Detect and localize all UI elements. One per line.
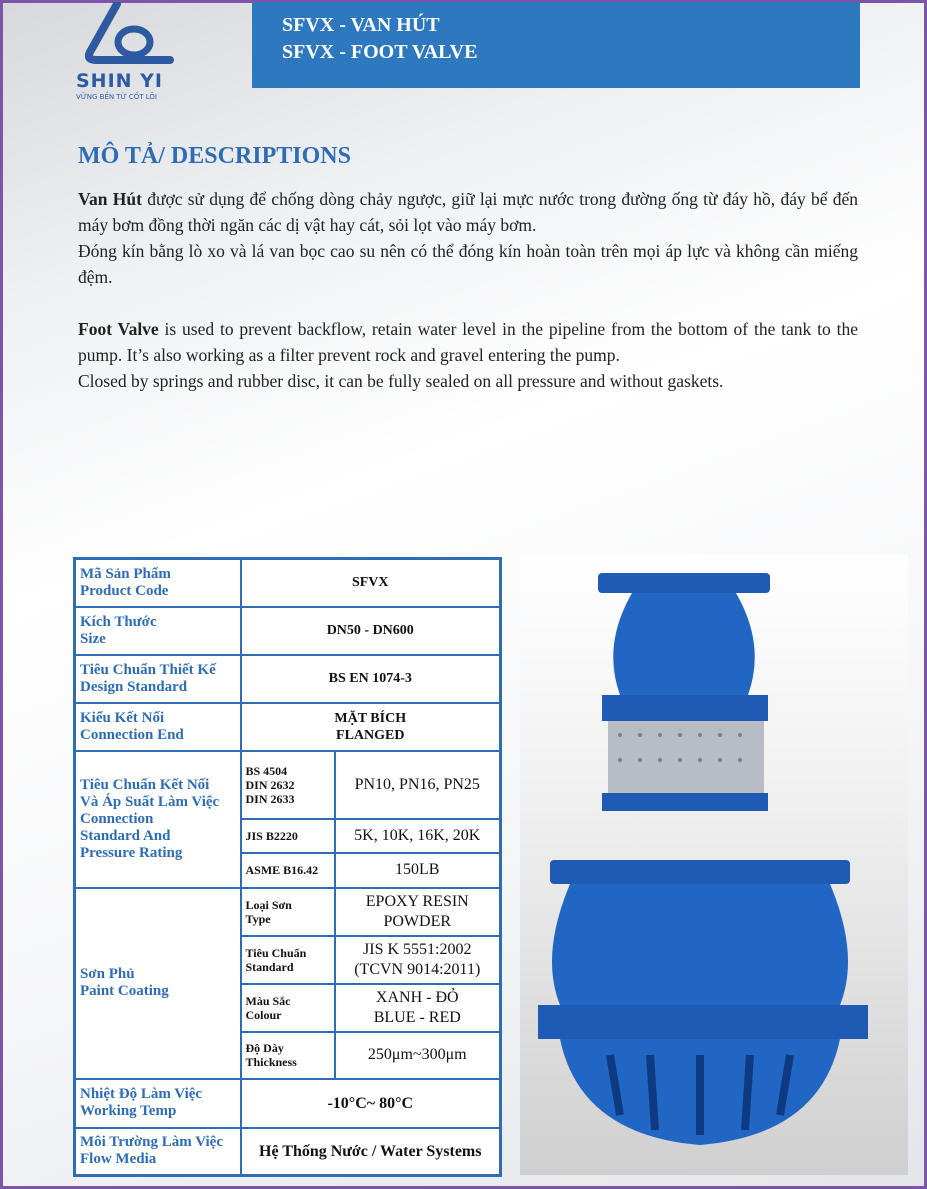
media-value: Hệ Thống Nước / Water Systems xyxy=(241,1128,501,1176)
temp-value: -10°C~ 80°C xyxy=(241,1079,501,1128)
pressure-val: 5K, 10K, 16K, 20K xyxy=(335,819,501,853)
pressure-std: BS 4504 DIN 2632 DIN 2633 xyxy=(241,751,335,819)
pressure-std: ASME B16.42 xyxy=(241,853,335,888)
shinyi-logo xyxy=(72,2,182,102)
desc-en-text: is used to prevent backflow, retain water level in the pipeline from the bottom of the tank to the pump. It’s also working as a filter prevent rock and gravel entering the pump. xyxy=(78,319,858,365)
paint-val: EPOXY RESIN POWDER xyxy=(335,888,501,936)
spec-table xyxy=(73,557,502,1177)
logo-mark-icon xyxy=(72,2,182,72)
paint-key: Loại Sơn Type xyxy=(241,888,335,936)
temp-label: Nhiệt Độ Làm Việc Working Temp xyxy=(75,1079,241,1128)
pressure-val: PN10, PN16, PN25 xyxy=(335,751,501,819)
desc-vi-bold: Van Hút xyxy=(78,189,142,209)
size-label: Kích Thước Size xyxy=(75,607,241,655)
logo-brand: SHIN YI xyxy=(76,70,163,92)
header-title-en: SFVX - FOOT VALVE xyxy=(282,41,478,63)
paint-label: Sơn Phủ Paint Coating xyxy=(75,888,241,1079)
conn-value: MẶT BÍCH FLANGED xyxy=(241,703,501,751)
paint-val: 250μm~300μm xyxy=(335,1032,501,1079)
description xyxy=(78,186,858,394)
desc-en-2: Closed by springs and rubber disc, it can be fully sealed on all pressure and without gaskets. xyxy=(78,371,724,391)
product-photo xyxy=(520,555,908,1175)
header-title-vi: SFVX - VAN HÚT xyxy=(282,14,440,36)
size-value: DN50 - DN600 xyxy=(241,607,501,655)
media-label: Môi Trường Làm Việc Flow Media xyxy=(75,1128,241,1176)
logo-tagline: VỮNG BỀN TỪ CỐT LÕI xyxy=(76,93,157,101)
conn-label: Kiểu Kết Nối Connection End xyxy=(75,703,241,751)
paint-val: XANH - ĐỎ BLUE - RED xyxy=(335,984,501,1032)
pressure-std: JIS B2220 xyxy=(241,819,335,853)
desc-en-1 xyxy=(78,316,858,368)
design-value: BS EN 1074-3 xyxy=(241,655,501,703)
paint-key: Màu Sắc Colour xyxy=(241,984,335,1032)
code-label: Mã Sản Phẩm Product Code xyxy=(75,559,241,607)
design-label: Tiêu Chuẩn Thiết Kế Design Standard xyxy=(75,655,241,703)
paint-key: Tiêu Chuẩn Standard xyxy=(241,936,335,984)
pressure-label: Tiêu Chuẩn Kết Nối Và Áp Suất Làm Việc Connection Standard And Pressure Rating xyxy=(75,751,241,888)
desc-vi-2: Đóng kín bằng lò xo và lá van bọc cao su nên có thể đóng kín hoàn toàn trên mọi áp lực và không cần miếng đệm. xyxy=(78,241,858,287)
desc-en-bold: Foot Valve xyxy=(78,319,159,339)
paint-key: Độ Dày Thickness xyxy=(241,1032,335,1079)
paint-val: JIS K 5551:2002 (TCVN 9014:2011) xyxy=(335,936,501,984)
header-banner xyxy=(252,2,860,88)
desc-vi-text: được sử dụng để chống dòng chảy ngược, giữ lại mực nước trong đường ống từ đáy hồ, đáy bể đến máy bơm đồng thời ngăn các dị vật hay cát, sỏi lọt vào máy bơm. xyxy=(78,189,859,235)
code-value: SFVX xyxy=(241,559,501,607)
pressure-val: 150LB xyxy=(335,853,501,888)
section-title: MÔ TẢ/ DESCRIPTIONS xyxy=(78,143,351,169)
desc-vi-1 xyxy=(78,186,858,238)
foot-valve-image xyxy=(520,555,908,1175)
